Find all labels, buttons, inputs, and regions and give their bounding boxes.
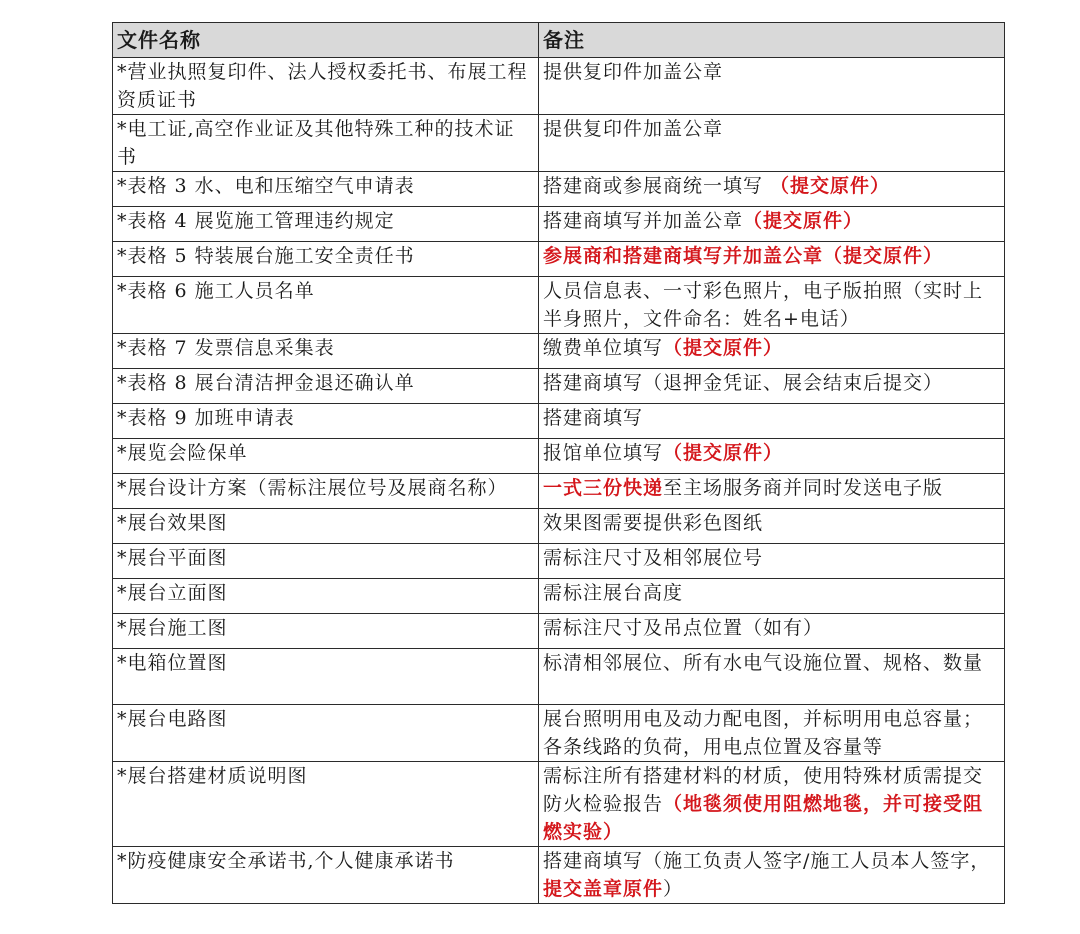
file-name-cell: *防疫健康安全承诺书,个人健康承诺书 <box>113 847 539 904</box>
remark-highlight: 一式三份快递 <box>543 477 664 499</box>
remark-highlight: （地毯须使用阻燃地毯，并可接受阻燃实验） <box>543 793 984 843</box>
remark-cell <box>539 439 1005 474</box>
remark-cell <box>539 847 1005 904</box>
table-row <box>113 172 1005 207</box>
remark-highlight: （提交原件） <box>663 337 784 359</box>
table-row <box>113 847 1005 904</box>
remark-text: 搭建商或参展商统一填写 <box>543 175 771 197</box>
remark-text: 需标注所有搭建材料的材质，使用特殊材质需提交防火检验报告 <box>543 765 984 815</box>
file-name-cell: *表格 4 展览施工管理违约规定 <box>113 207 539 242</box>
remark-text: 搭建商填写（退押金凭证、展会结束后提交） <box>543 372 944 394</box>
remark-text: 需标注尺寸及吊点位置（如有） <box>543 617 824 639</box>
file-name-cell: *电工证,高空作业证及其他特殊工种的技术证书 <box>113 115 539 172</box>
remark-text: 展台照明用电及动力配电图，并标明用电总容量；各条线路的负荷，用电点位置及容量等 <box>543 708 984 758</box>
remark-text: 效果图需要提供彩色图纸 <box>543 512 764 534</box>
remark-text: 人员信息表、一寸彩色照片，电子版拍照（实时上半身照片，文件命名：姓名+电话） <box>543 280 984 330</box>
table-row <box>113 369 1005 404</box>
remark-cell <box>539 614 1005 649</box>
remark-cell <box>539 509 1005 544</box>
remark-text: 缴费单位填写 <box>543 337 664 359</box>
table-row <box>113 242 1005 277</box>
file-name-cell: *展台平面图 <box>113 544 539 579</box>
table-row <box>113 207 1005 242</box>
remark-cell <box>539 242 1005 277</box>
header-remarks: 备注 <box>539 23 1005 58</box>
remark-highlight: （提交原件） <box>770 175 891 197</box>
table-row <box>113 474 1005 509</box>
remark-cell <box>539 404 1005 439</box>
remark-cell <box>539 334 1005 369</box>
table-row <box>113 509 1005 544</box>
remark-text: 至主场服务商并同时发送电子版 <box>663 477 944 499</box>
file-name-cell: *展览会险保单 <box>113 439 539 474</box>
remark-text: 搭建商填写 <box>543 407 644 429</box>
header-file-name: 文件名称 <box>113 23 539 58</box>
remark-text: 报馆单位填写 <box>543 442 664 464</box>
file-name-cell: *表格 7 发票信息采集表 <box>113 334 539 369</box>
remark-cell <box>539 649 1005 705</box>
file-name-cell: *展台设计方案（需标注展位号及展商名称） <box>113 474 539 509</box>
remark-text: 需标注展台高度 <box>543 582 684 604</box>
remark-cell <box>539 277 1005 334</box>
remark-cell <box>539 115 1005 172</box>
table-row <box>113 705 1005 762</box>
file-name-cell: *表格 9 加班申请表 <box>113 404 539 439</box>
remark-cell <box>539 58 1005 115</box>
table-row <box>113 404 1005 439</box>
file-name-cell: *展台施工图 <box>113 614 539 649</box>
table-row <box>113 439 1005 474</box>
remark-cell <box>539 172 1005 207</box>
document-table <box>112 22 1005 904</box>
file-name-cell: *表格 6 施工人员名单 <box>113 277 539 334</box>
file-name-cell: *电箱位置图 <box>113 649 539 705</box>
remark-highlight: 提交盖章原件 <box>543 878 664 900</box>
file-name-cell: *表格 5 特装展台施工安全责任书 <box>113 242 539 277</box>
remark-cell <box>539 705 1005 762</box>
file-name-cell: *展台立面图 <box>113 579 539 614</box>
remark-text: ） <box>663 878 684 900</box>
remark-text: 提供复印件加盖公章 <box>543 118 724 140</box>
remark-cell <box>539 207 1005 242</box>
file-name-cell: *营业执照复印件、法人授权委托书、布展工程资质证书 <box>113 58 539 115</box>
remark-text: 搭建商填写并加盖公章 <box>543 210 744 232</box>
file-name-cell: *展台电路图 <box>113 705 539 762</box>
remark-text: 标清相邻展位、所有水电气设施位置、规格、数量 <box>543 652 984 674</box>
table-row <box>113 579 1005 614</box>
remark-text: 需标注尺寸及相邻展位号 <box>543 547 764 569</box>
table-row <box>113 614 1005 649</box>
file-name-cell: *表格 8 展台清洁押金退还确认单 <box>113 369 539 404</box>
table-row <box>113 649 1005 705</box>
remark-cell <box>539 369 1005 404</box>
file-name-cell: *展台效果图 <box>113 509 539 544</box>
table-row <box>113 762 1005 847</box>
file-name-cell: *表格 3 水、电和压缩空气申请表 <box>113 172 539 207</box>
remark-cell <box>539 579 1005 614</box>
table-row <box>113 334 1005 369</box>
file-name-cell: *展台搭建材质说明图 <box>113 762 539 847</box>
remark-cell <box>539 544 1005 579</box>
table-row <box>113 277 1005 334</box>
table-row <box>113 544 1005 579</box>
table-row <box>113 115 1005 172</box>
table-header-row <box>113 23 1005 58</box>
remark-text: 提供复印件加盖公章 <box>543 61 724 83</box>
remark-highlight: 参展商和搭建商填写并加盖公章（提交原件） <box>543 245 944 267</box>
table-row <box>113 58 1005 115</box>
remark-highlight: （提交原件） <box>663 442 784 464</box>
remark-cell <box>539 762 1005 847</box>
remark-cell <box>539 474 1005 509</box>
remark-text: 搭建商填写（施工负责人签字/施工人员本人签字， <box>543 850 991 872</box>
remark-highlight: （提交原件） <box>743 210 864 232</box>
